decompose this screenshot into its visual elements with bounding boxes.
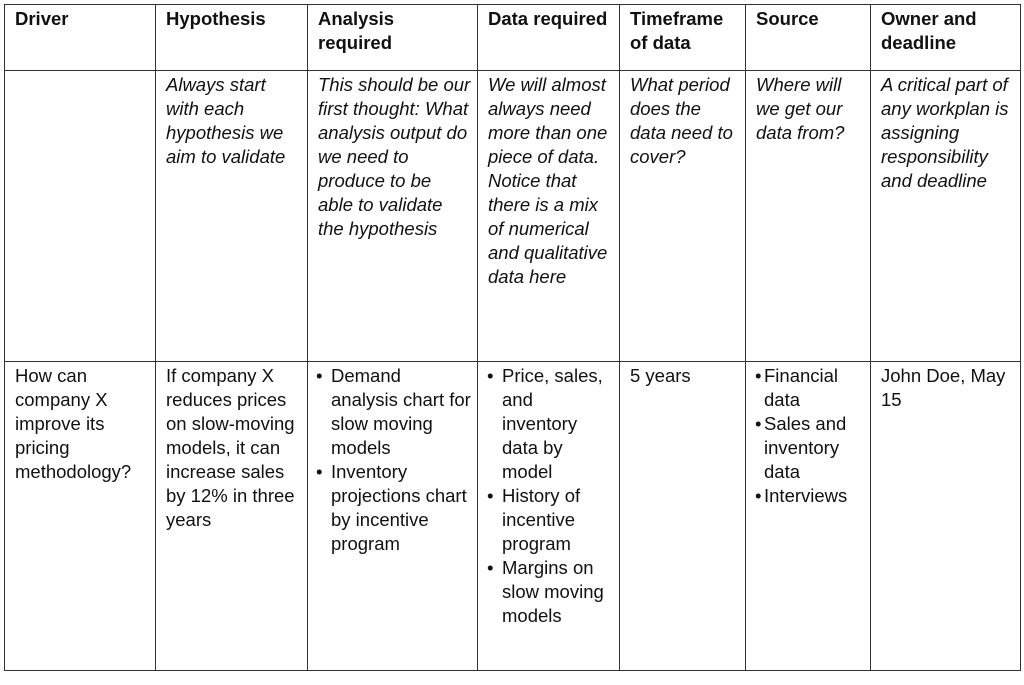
list-item: • Interviews xyxy=(755,484,864,508)
example-data xyxy=(478,362,620,671)
header-owner: Owner and deadline xyxy=(871,5,1021,71)
list-item: • Sales and inventory data xyxy=(755,412,864,484)
analysis-list xyxy=(316,364,471,556)
workplan-table xyxy=(4,4,1021,671)
header-analysis: Analysis required xyxy=(308,5,478,71)
header-row xyxy=(5,5,1021,71)
source-list xyxy=(755,364,864,508)
list-item: • Demand analysis chart for slow moving models xyxy=(316,364,471,460)
guide-data: We will almost always need more than one piece of data. Notice that there is a mix of numerical and qualitative data here xyxy=(478,71,620,362)
example-driver: How can company X improve its pricing methodology? xyxy=(5,362,156,671)
header-timeframe: Timeframe of data xyxy=(620,5,746,71)
example-timeframe: 5 years xyxy=(620,362,746,671)
example-analysis xyxy=(308,362,478,671)
guide-owner: A critical part of any workplan is assigning responsibility and deadline xyxy=(871,71,1021,362)
example-owner: John Doe, May 15 xyxy=(871,362,1021,671)
guide-timeframe: What period does the data need to cover? xyxy=(620,71,746,362)
data-list xyxy=(487,364,613,628)
list-item: • Inventory projections chart by incentive program xyxy=(316,460,471,556)
guide-source: Where will we get our data from? xyxy=(746,71,871,362)
header-driver: Driver xyxy=(5,5,156,71)
example-hypothesis: If company X reduces prices on slow-moving models, it can increase sales by 12% in three years xyxy=(156,362,308,671)
guide-driver xyxy=(5,71,156,362)
guide-analysis: This should be our first thought: What analysis output do we need to produce to be able to validate the hypothesis xyxy=(308,71,478,362)
list-item: • Margins on slow moving models xyxy=(487,556,613,628)
guide-row xyxy=(5,71,1021,362)
example-row xyxy=(5,362,1021,671)
example-source xyxy=(746,362,871,671)
list-item: • Financial data xyxy=(755,364,864,412)
list-item: • History of incentive program xyxy=(487,484,613,556)
header-data: Data required xyxy=(478,5,620,71)
list-item: • Price, sales, and inventory data by model xyxy=(487,364,613,484)
header-hypothesis: Hypothesis xyxy=(156,5,308,71)
guide-hypothesis: Always start with each hypothesis we aim to validate xyxy=(156,71,308,362)
header-source: Source xyxy=(746,5,871,71)
